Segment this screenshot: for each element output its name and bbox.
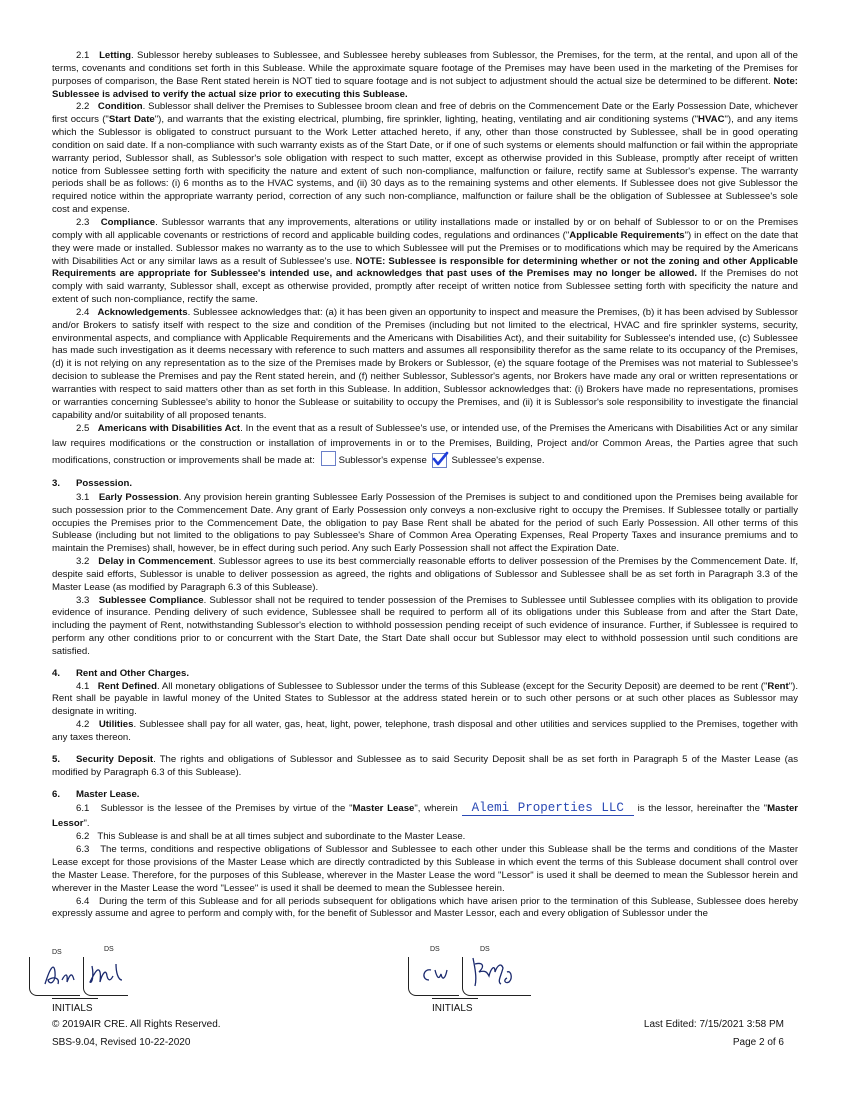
initials-label-right: INITIALS <box>432 1003 473 1014</box>
initials-signature-right <box>415 952 530 992</box>
section-3-heading: 3. Possession. <box>52 477 132 489</box>
paragraph-2-1: 2.1 Letting. Sublessor hereby subleases to Sublessee, and Sublessee hereby subleases from Sublessor, the Premises, for the term, at the rental, and upon all of the terms, covenants and conditions set forth in this Sublease. While the approximate square footage of the Premises may have been used in the marketing of the Premises for purposes of comparison, the Base Rent stated herein is NOT tied to square footage and is not subject to adjustment should the actual size be determined to be different. Note: Sublessee is advised to verify the actual size prior to executing this Sublease. <box>52 50 798 100</box>
paragraph-3-2: 3.2 Delay in Commencement. Sublessor agrees to use its best commercially reasonable efforts to deliver possession of the Premises by the Commencement Date. If, despite said efforts, Sublessor is unable to deliver possession as agreed, the rights and obligations of Sublessor and Sublessee shall be as set forth in Paragraph 3.3 of the Master Lease (as modified by Paragraph 6.3 of this Sublease). <box>52 556 798 593</box>
checkmark-icon <box>432 451 449 468</box>
initials-line-left <box>52 998 98 999</box>
heading-letting: Letting <box>99 50 132 61</box>
paragraph-6-2: 6.2 This Sublease is and shall be at all times subject and subordinate to the Master Lease. <box>76 831 466 843</box>
initials-signature-left <box>40 958 130 990</box>
docusign-tag: DS <box>430 946 440 953</box>
docusign-tag: DS <box>104 946 114 953</box>
paragraph-3-1: 3.1 Early Possession. Any provision herein granting Sublessee Early Possession of the Premises is subject to and conditioned upon the Premises being available for such possession prior to the Commencement Date. Any grant of Early Possession only conveys a non-exclusive right to occupy the Premises. If Sublessee totally or partially occupies the Premises prior to the Commencement Date, the obligation to pay Base Rent shall be abated for the period of such Early Possession. All other terms of this Sublease (including but not limited to the obligations to pay Sublessee's Share of Common Area Operating Expenses, Real Property Taxes and insurance premiums and to maintain the Premises) shall, however, be in effect during such period. Any such Early Possession shall not affect the Expiration Date. <box>52 491 798 555</box>
paragraph-6-1: 6.1 Sublessor is the lessee of the Premises by virtue of the "Master Lease", wherein Alemi Properties LLC is the lessor, hereinafter the "Master Lessor". <box>52 801 799 829</box>
paragraph-2-5: 2.5 Americans with Disabilities Act. In the event that as a result of Sublessee's use, or intended use, of the Premises the Americans with Disabilities Act or any similar law requires modifications or the construction or installation of improvements in or to the Premises, Building, Project and/or Common Areas, the Parties agree that such modifications, construction or improvements shall be made at: Sublessor's expense Sublessee's expense. <box>52 423 799 467</box>
footer-form-id: SBS-9.04, Revised 10-22-2020 <box>52 1037 191 1048</box>
docusign-tag: DS <box>480 946 490 953</box>
section-6-heading: 6. Master Lease. <box>52 788 140 800</box>
section-4-heading: 4. Rent and Other Charges. <box>52 667 190 679</box>
initials-line-right <box>432 998 478 999</box>
initials-label-left: INITIALS <box>52 1003 93 1014</box>
document-body <box>52 50 798 921</box>
footer-copyright: © 2019AIR CRE. All Rights Reserved. <box>52 1019 221 1030</box>
paragraph-6-4: 6.4 During the term of this Sublease and for all periods subsequent for obligations which have arisen prior to the termination of this Sublease, Sublessee does hereby expressly assume and agree to perform and comply with, for the benefit of Sublessor and Master Lessor, each and every obligation of Sublessor under the <box>52 895 799 920</box>
paragraph-2-4: 2.4 Acknowledgements. Sublessee acknowledges that: (a) it has been given an opportunity to inspect and measure the Premises, (b) it has been advised by Sublessor and/or Brokers to satisfy itself with respect to the size and condition of the Premises (including but not limited to the electrical, HVAC and fire sprinkler systems, security, environmental aspects, and compliance with Applicable Requirements and the Americans with Disabilities Act), and their suitability for Sublessee's intended use, (c) Sublessee has made such investigation as it deems necessary with reference to such matters and assumes all responsibility therefor as the same relate to its occupancy of the Premises, (d) it is not relying on any representation as to the size of the Premises made by Brokers or Sublessor, (e) the square footage of the Premises was not material to Sublessee's decision to sublease the Premises and pay the Rent stated herein, and (f) neither Sublessor, Sublessor's agents, nor Brokers have made any oral or written representations or warranties with respect to said matters other than as set forth in this Sublease. In addition, Sublessor acknowledges that: (i) Brokers have made no representations, promises or warranties concerning Sublessee's ability to honor the Sublease or suitability to occupy the Premises, and (ii) it is Sublessor's sole responsibility to investigate the financial capability and/or suitability of all proposed tenants. <box>52 306 799 421</box>
master-lessor-name-field[interactable]: Alemi Properties LLC <box>462 801 634 816</box>
paragraph-2-2: 2.2 Condition. Sublessor shall deliver the Premises to Sublessee broom clean and free of debris on the Commencement Date or the Early Possession Date, whichever first occurs ("Start Date"), and warrants that the existing electrical, plumbing, fire sprinkler, lighting, heating, ventilating and air conditioning systems ("HVAC"), and any items which the Sublessor is obligated to construct pursuant to the Work Letter attached hereto, if any, other than those constructed by Sublessee, shall be in good operating condition on said date. If a non-compliance with such warranty exists as of the Start Date, or if one of such systems or elements should malfunction or fail within the appropriate warranty period, Sublessor shall, as Sublessor's sole obligation with respect to such matter, except as otherwise provided in this Sublease, promptly after receipt of written notice from Sublessee setting forth with specificity the nature and extent of such non-compliance, malfunction or failure, rectify same at Sublessor's expense. The warranty periods shall be as follows: (i) 6 months as to the HVAC systems, and (ii) 30 days as to the remaining systems and other elements. If Sublessee does not give Sublessor the required notice within the appropriate warranty period, correction of any such non-compliance, malfunction or failure shall be the obligation of Sublessee at Sublessee's sole cost and expense. <box>52 101 799 216</box>
sublessor-expense-checkbox[interactable] <box>321 451 336 466</box>
note-verify-size: Note: Sublessee is advised to verify the actual size prior to executing this Sublease. <box>52 75 798 100</box>
paragraph-4-1: 4.1 Rent Defined. All monetary obligations of Sublessee to Sublessor under the terms of this Sublease (except for the Security Deposit) are deemed to be rent ("Rent"). Rent shall be payable in lawful money of the United States to Sublessor at the address stated herein or to such other persons or at such other places as Sublessor may designate in writing. <box>52 680 798 718</box>
footer-page-number: Page 2 of 6 <box>732 1037 784 1048</box>
paragraph-2-3: 2.3 Compliance. Sublessor warrants that any improvements, alterations or utility installations made or installed by or on behalf of Sublessor to or on the Premises comply with all applicable covenants or restrictions of record and applicable building codes, regulations and ordinances ("Applicable Requirements") in effect on the date that they were made or installed. Sublessor makes no warranty as to the use to which Sublessee will put the Premises or to modifications which may be required by the Americans with Disabilities Act or any similar laws as a result of Sublessee's use. NOTE: Sublessee is responsible for determining whether or not the zoning and other Applicable Requirements are appropriate for Sublessee's intended use, and acknowledges that past uses of the Premises may no longer be allowed. If the Premises do not comply with said warranty, Sublessor shall, except as otherwise provided, promptly after receipt of written notice from Sublessee setting forth with specificity the nature and extent of such non-compliance, rectify the same. <box>52 216 799 306</box>
paragraph-3-3: 3.3 Sublessee Compliance. Sublessor shall not be required to tender possession of the Premises to Sublessee until Sublessee complies with its obligation to provide evidence of insurance. Pending delivery of such evidence, Sublessee shall be required to perform all of its obligations under this Sublease from and after the Start Date, including the payment of Rent, notwithstanding Sublessor's election to withhold possession pending receipt of such evidence of insurance. Further, if Sublessee is required to perform any other conditions prior to or concurrent with the Start Date, the Start Date shall occur but Sublessor may elect to withhold possession until such conditions are satisfied. <box>52 594 798 657</box>
paragraph-6-3: 6.3 The terms, conditions and respective obligations of Sublessor and Sublessee to each other under this Sublease shall be the terms and conditions of the Master Lease except for those provisions of the Master Lease which are directly contradicted by this Sublease in which event the terms of this Sublease document shall control over the Master Lease. Therefore, for the purposes of this Sublease, wherever in the Master Lease the word "Lessor" is used it shall be deemed to mean the Sublessor herein and wherever in the Master Lease the word "Lessee" is used it shall be deemed to mean the Sublessee herein. <box>52 844 799 894</box>
section-5: 5. Security Deposit. The rights and obligations of Sublessor and Sublessee as to said Security Deposit shall be as set forth in Paragraph 5 of the Master Lease (as modified by Paragraph 6.3 of this Sublease). <box>52 753 798 778</box>
docusign-tag: DS <box>52 949 62 956</box>
footer-last-edited: Last Edited: 7/15/2021 3:58 PM <box>643 1019 784 1030</box>
paragraph-4-2: 4.2 Utilities. Sublessee shall pay for all water, gas, heat, light, power, telephone, trash disposal and other utilities and services supplied to the Premises, together with any taxes thereon. <box>52 719 798 743</box>
sublessee-expense-checkbox[interactable] <box>432 451 448 467</box>
